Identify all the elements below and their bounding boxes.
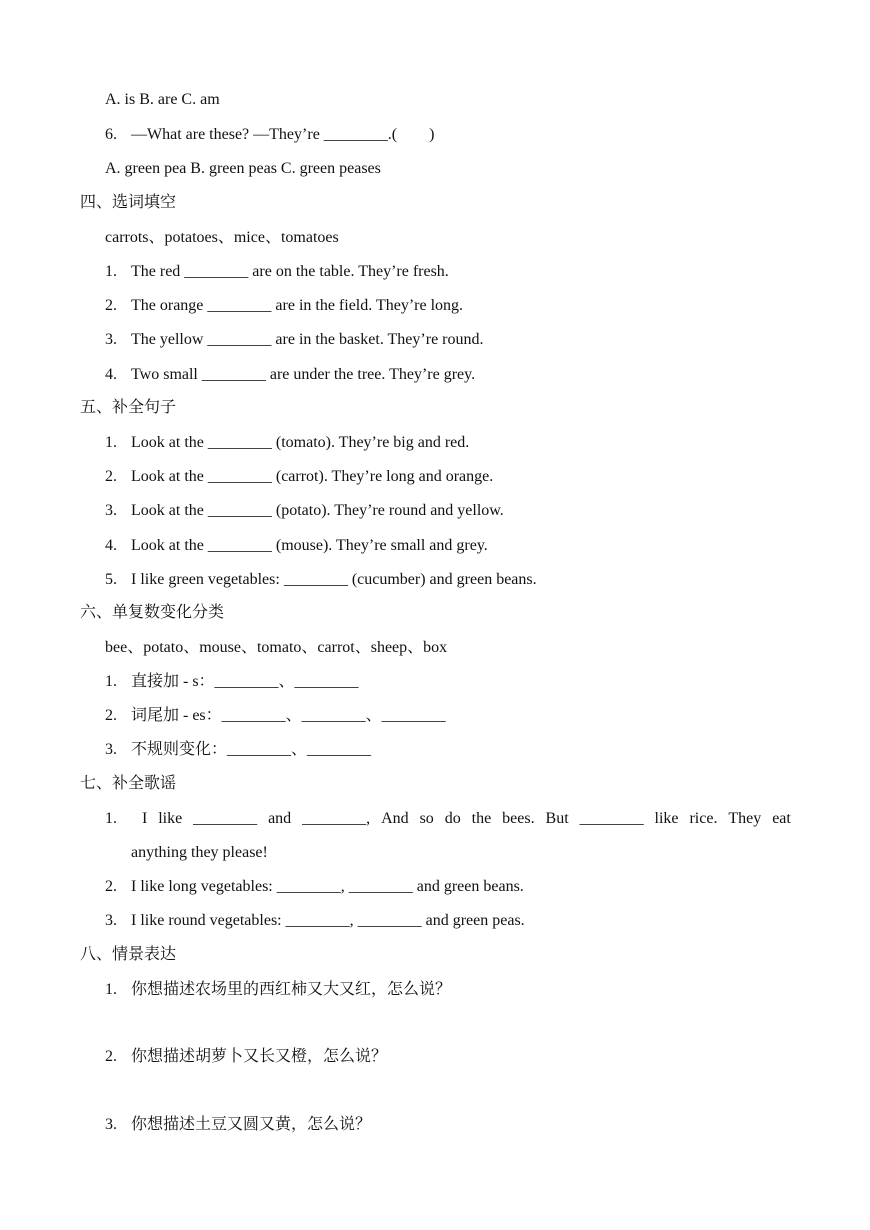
item-text: 你想描述胡萝卜又长又橙，怎么说？ (131, 1048, 388, 1065)
section6-heading: 六、单复数变化分类 (80, 604, 225, 621)
item-text: The yellow ________ are in the basket. They’re round. (131, 331, 484, 348)
section7-item (105, 911, 525, 931)
word: so (419, 810, 434, 827)
word: ________ (579, 810, 644, 827)
section5-heading: 五、补全句子 (80, 399, 177, 416)
item-text: Look at the ________ (mouse). They’re small and grey. (131, 537, 488, 554)
word: But (545, 810, 569, 827)
item-text: Look at the ________ (carrot). They’re long and orange. (131, 468, 494, 485)
section8-heading: 八、情景表达 (80, 946, 177, 963)
q6-number: 6. (105, 126, 117, 143)
section5-item (105, 467, 493, 487)
item-text: The orange ________ are in the field. They’re long. (131, 297, 464, 314)
section5-item (105, 570, 537, 590)
section7-heading: 七、补全歌谣 (80, 775, 177, 792)
item-number: 1. (105, 434, 117, 451)
item-number: 1. (105, 673, 117, 690)
item-number: 3. (105, 502, 117, 519)
item-number: 3. (105, 1116, 117, 1133)
section6-item (105, 740, 371, 760)
item-text: Two small ________ are under the tree. They’re grey. (131, 366, 476, 383)
item-number: 2. (105, 707, 117, 724)
item-number: 2. (105, 468, 117, 485)
section4-word-bank: carrots、potatoes、mice、tomatoes (105, 229, 339, 246)
item-number: 4. (105, 366, 117, 383)
item-number: 3. (105, 912, 117, 929)
section5-item (105, 433, 469, 453)
item-text: 词尾加 - es：________、________、________ (131, 707, 446, 724)
item-number: 3. (105, 741, 117, 758)
q6-options: A. green pea B. green peas C. green peases (105, 160, 381, 177)
q6-question (105, 125, 434, 145)
section6-word-bank: bee、potato、mouse、tomato、carrot、sheep、box (105, 639, 448, 656)
word: And (381, 810, 409, 827)
section7-item (105, 877, 524, 897)
item-number: 2. (105, 1048, 117, 1065)
word: eat (772, 810, 791, 827)
word: and (268, 810, 292, 827)
item-text: Look at the ________ (potato). They’re round and yellow. (131, 502, 504, 519)
item-text: Look at the ________ (tomato). They’re big and red. (131, 434, 470, 451)
word: rice. (689, 810, 718, 827)
section8-item (105, 980, 451, 1000)
item-number: 1. (105, 263, 117, 280)
section8-item (105, 1047, 387, 1067)
word: I (141, 810, 148, 827)
word: bees. (502, 810, 535, 827)
section6-item (105, 672, 359, 692)
word: do (444, 810, 461, 827)
section8-item (105, 1115, 371, 1135)
word: like (158, 810, 183, 827)
word: like (654, 810, 679, 827)
word: ________, (302, 810, 371, 827)
item-text: I like green vegetables: ________ (cucumber) and green beans. (131, 571, 537, 588)
item-text: I like long vegetables: ________, ________ and green beans. (131, 878, 524, 895)
section7-item1 (105, 809, 791, 829)
item-number: 1. (105, 981, 117, 998)
item-number: 3. (105, 331, 117, 348)
section4-item (105, 330, 484, 350)
q5-options: A. is B. are C. am (105, 91, 220, 108)
item-number: 1. (105, 810, 117, 827)
item-text: I like round vegetables: ________, ________ and green peas. (131, 912, 525, 929)
section4-item (105, 365, 475, 385)
section5-item (105, 536, 488, 556)
section4-item (105, 262, 449, 282)
item-number: 4. (105, 537, 117, 554)
section4-heading: 四、选词填空 (80, 194, 177, 211)
item-text: 不规则变化：________、________ (131, 741, 372, 758)
item-number: 2. (105, 297, 117, 314)
section4-item (105, 296, 463, 316)
item-text: 你想描述农场里的西红柿又大又红，怎么说？ (131, 981, 452, 998)
section7-item1-continuation: anything they please! (131, 844, 268, 861)
word: the (471, 810, 492, 827)
q6-text: —What are these? —They’re ________.( ) (131, 126, 435, 143)
item-text: 你想描述土豆又圆又黄，怎么说？ (131, 1116, 372, 1133)
item-text: 直接加 - s：________、________ (131, 673, 359, 690)
section5-item (105, 501, 504, 521)
item-number: 2. (105, 878, 117, 895)
word: ________ (193, 810, 258, 827)
word: They (728, 810, 762, 827)
section6-item (105, 706, 446, 726)
item-text: The red ________ are on the table. They’re fresh. (131, 263, 449, 280)
item-number: 5. (105, 571, 117, 588)
